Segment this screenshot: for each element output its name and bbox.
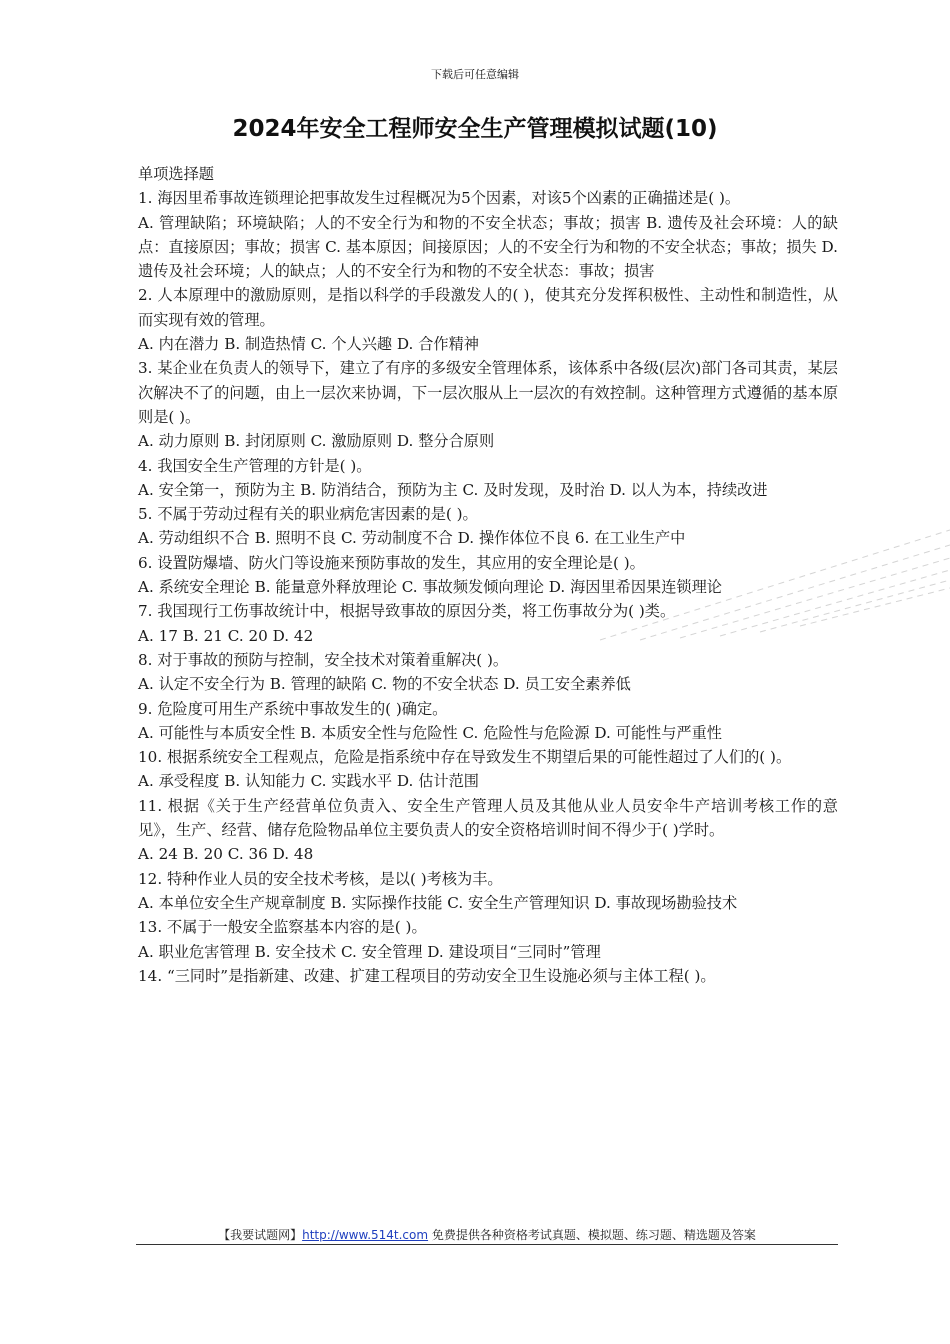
- question-paragraph: 14. “三同时”是指新建、改建、扩建工程项目的劳动安全卫生设施必须与主体工程( )。: [138, 966, 716, 985]
- options-paragraph: A. 内在潜力 B. 制造热情 C. 个人兴趣 D. 合作精神: [138, 335, 479, 354]
- options-paragraph: A. 职业危害管理 B. 安全技术 C. 安全管理 D. 建设项目“三同时”管理: [138, 942, 601, 961]
- question-paragraph: 11. 根据《关于生产经营单位负责入、安全生产管理人员及其他从业人员安伞牛产培训考核工作的意见》，生产、经营、储存危险物品单位主要负责人的安全资格培训时间不得少于( )学时。: [138, 796, 838, 840]
- footer-brand: 【我要试题网】: [218, 1228, 303, 1242]
- options-paragraph: A. 24 B. 20 C. 36 D. 48: [138, 845, 314, 864]
- question-content: [138, 162, 838, 988]
- footer-link[interactable]: http://www.514t.com: [302, 1228, 429, 1242]
- options-paragraph: A. 可能性与本质安全性 B. 本质安全性与危险性 C. 危险性与危险源 D. 可能性与严重性: [138, 723, 722, 742]
- page-footer: [136, 1226, 838, 1243]
- question-paragraph: 13. 不属于一般安全监察基本内容的是( )。: [138, 918, 427, 937]
- options-paragraph: A. 管理缺陷；环境缺陷；人的不安全行为和物的不安全状态；事故；损害 B. 遗传及社会环境：人的缺点：直接原因；事故；损害 C. 基本原因；间接原因；人的不安全行为和物的不安全状态；事故；损失 D. 遗传及社会环境；人的缺点；人的不安全行为和物的不安全状态：事故；损害: [138, 213, 838, 281]
- page-title: 2024年安全工程师安全生产管理模拟试题(10): [232, 116, 718, 142]
- question-paragraph: 8. 对于事故的预防与控制，安全技术对策着重解决( )。: [138, 650, 509, 669]
- question-paragraph: 6. 设置防爆墙、防火门等设施来预防事故的发生，其应用的安全理论是( )。: [138, 553, 645, 572]
- options-paragraph: A. 劳动组织不合 B. 照明不良 C. 劳动制度不合 D. 操作体位不良 6. 在工业生产中: [138, 529, 686, 548]
- options-paragraph: A. 系统安全理论 B. 能量意外释放理论 C. 事故频发倾向理论 D. 海因里希因果连锁理论: [138, 578, 722, 597]
- options-paragraph: A. 本单位安全生产规章制度 B. 实际操作技能 C. 安全生产管理知识 D. 事故现场勘验技术: [138, 893, 738, 912]
- question-paragraph: 9. 危险度可用生产系统中事故发生的( )确定。: [138, 699, 448, 718]
- options-paragraph: A. 认定不安全行为 B. 管理的缺陷 C. 物的不安全状态 D. 员工安全素养低: [138, 675, 631, 694]
- question-paragraph: 3. 某企业在负责人的领导下，建立了有序的多级安全管理体系，该体系中各级(层次)部门各司其责，某层次解决不了的问题，由上一层次来协调，下一层次服从上一层次的有效控制。这种管理方式遵循的基本原则是( )。: [138, 359, 838, 426]
- options-paragraph: A. 承受程度 B. 认知能力 C. 实践水平 D. 估计范围: [138, 772, 479, 791]
- section-heading: 单项选择题: [138, 165, 214, 183]
- footer-divider: [136, 1244, 838, 1245]
- header-note: 下载后可任意编辑: [431, 68, 519, 81]
- question-paragraph: 7. 我国现行工伤事故统计中，根据导致事故的原因分类，将工伤事故分为( )类。: [138, 602, 676, 621]
- question-paragraph: 10. 根据系统安全工程观点，危险是指系统中存在导致发生不期望后果的可能性超过了人们的( )。: [138, 748, 792, 767]
- question-paragraph: 2. 人本原理中的激励原则，是指以科学的手段激发人的( )，使其充分发挥积极性、主动性和制造性，从而实现有效的管理。: [138, 286, 838, 329]
- options-paragraph: A. 安全第一，预防为主 B. 防消结合，预防为主 C. 及时发现，及时治 D. 以人为本，持续改进: [138, 480, 768, 499]
- question-paragraph: 12. 特种作业人员的安全技术考核，是以( )考核为丰。: [138, 869, 503, 888]
- footer-text: 免费提供各种资格考试真题、模拟题、练习题、精选题及答案: [428, 1228, 756, 1242]
- options-paragraph: A. 17 B. 21 C. 20 D. 42: [138, 626, 314, 645]
- question-paragraph: 1. 海因里希事故连锁理论把事故发生过程概况为5个因素，对该5个凶素的正确描述是( )。: [138, 189, 741, 208]
- question-paragraph: 5. 不属于劳动过程有关的职业病危害因素的是( )。: [138, 505, 478, 524]
- options-paragraph: A. 动力原则 B. 封闭原则 C. 激励原则 D. 整分合原则: [138, 432, 495, 451]
- question-paragraph: 4. 我国安全生产管理的方针是( )。: [138, 456, 372, 475]
